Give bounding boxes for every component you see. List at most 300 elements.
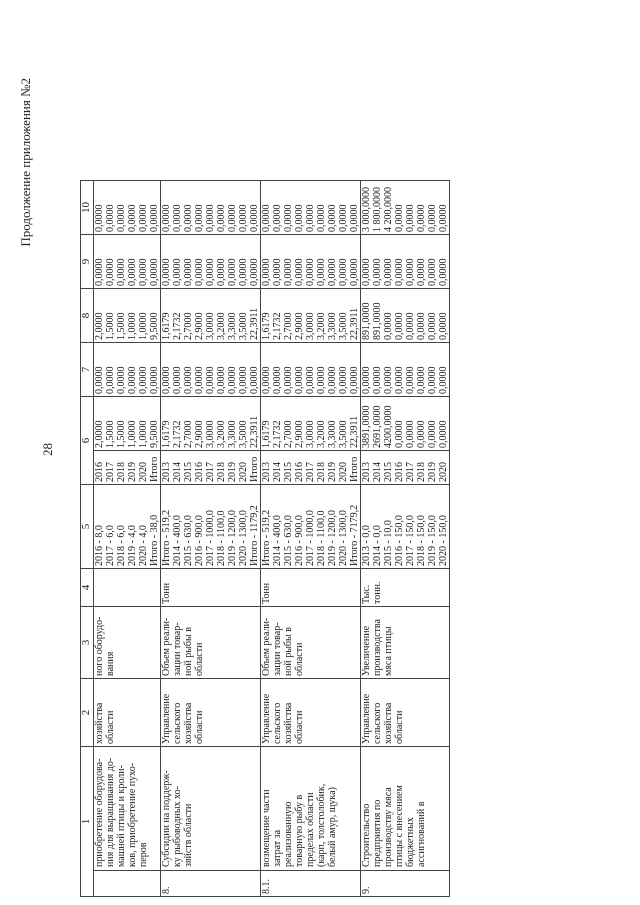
col7-value-line: 0,0000 [172, 366, 183, 394]
col7-value-line: 0,0000 [383, 366, 394, 394]
year-line: 2016 [94, 462, 105, 482]
header-row [81, 181, 94, 897]
funding-line: 2016 - 900,0 [294, 515, 305, 566]
executor-line: Управление [161, 693, 172, 744]
col6-value-cell [94, 397, 161, 451]
executor-cell [361, 679, 450, 747]
col9-value-cell [161, 235, 261, 289]
col6-value-line: 3,3000 [327, 420, 338, 448]
funding-line: 2015 - 630,0 [283, 515, 294, 566]
col6-value-line: 2,0000 [94, 420, 105, 448]
col10-value-line: 0,0000 [183, 204, 194, 232]
col10-value-line: 0,0000 [94, 204, 105, 232]
col7-value-line: 0,0000 [249, 366, 260, 394]
col7-value-line: 0,0000 [161, 366, 172, 394]
measure-name-line: ассигнований в [416, 801, 427, 867]
col8-value-line: 0,0000 [405, 312, 416, 340]
executor-line: Управление [261, 693, 272, 744]
col10-value-line: 0,0000 [427, 204, 438, 232]
indicator-line: зации товар- [172, 622, 183, 676]
col10-value-line: 3 000,0000 [361, 187, 372, 232]
col6-value-line: 3,0000 [205, 420, 216, 448]
col7-value-line: 0,0000 [183, 366, 194, 394]
funding-line: Итого - 1179,2 [249, 505, 260, 566]
indicator-line: Объем реали- [161, 617, 172, 676]
funding-line: 2017 - 6,0 [105, 525, 116, 566]
col9-value-line: 0,0000 [394, 258, 405, 286]
measure-name-line: реализованную [283, 801, 294, 867]
col8-value-line: 3,3000 [227, 312, 238, 340]
indicator-cell [161, 607, 261, 679]
col8-value-line: 9,5000 [149, 312, 160, 340]
col9-value-line: 0,0000 [261, 258, 272, 286]
col10-value-line: 0,0000 [316, 204, 327, 232]
funding-line: Итого - 7179,2 [349, 504, 360, 566]
col9-value-cell [94, 235, 161, 289]
row-number: 8. [161, 886, 172, 894]
year-line: 2013 [361, 462, 372, 482]
col9-value-line: 0,0000 [272, 258, 283, 286]
col6-value-line: 1,0000 [127, 420, 138, 448]
col10-value-line: 0,0000 [138, 204, 149, 232]
col10-value-line: 0,0000 [238, 204, 249, 232]
executor-line: области [105, 710, 116, 744]
header-col-10: 10 [81, 181, 94, 235]
col7-value-line: 0,0000 [438, 366, 449, 394]
col7-value-line: 0,0000 [394, 366, 405, 394]
unit-cell [361, 569, 450, 607]
col9-value-cell [261, 235, 361, 289]
measure-name-line: товарную рыбу в [294, 794, 305, 867]
measure-name-line: затрат за [272, 829, 283, 867]
row-number-cell [261, 871, 361, 897]
funding-line: 2013 - 0,0 [361, 525, 372, 566]
funding-cell [261, 485, 361, 569]
col6-value-line: 3891,0000 [361, 405, 372, 448]
header-col-2: 2 [81, 679, 94, 747]
col9-value-line: 0,0000 [305, 258, 316, 286]
year-line: 2019 [227, 462, 238, 482]
unit-cell [161, 569, 261, 607]
unit-line: тонн. [372, 581, 383, 604]
col9-value-line: 0,0000 [338, 258, 349, 286]
year-line: 2014 [372, 462, 383, 482]
col6-value-line: 9,5000 [149, 420, 160, 448]
col8-value-line: 1,0000 [138, 312, 149, 340]
col9-value-line: 0,0000 [161, 258, 172, 286]
col8-value-line: 891,0000 [361, 302, 372, 340]
header-col-5: 5 [81, 485, 94, 569]
funding-line: 2018 - 150,0 [416, 515, 427, 566]
funding-line: 2018 - 1100,0 [316, 510, 327, 566]
col7-value-line: 0,0000 [205, 366, 216, 394]
col8-value-line: 1,0000 [127, 312, 138, 340]
col9-value-line: 0,0000 [194, 258, 205, 286]
col6-value-line: 2,1732 [272, 420, 283, 448]
year-line: 2017 [405, 462, 416, 482]
year-line: 2020 [238, 462, 249, 482]
measure-name-line: пределах области [305, 792, 316, 867]
row-number-cell [161, 871, 261, 897]
col7-value-line: 0,0000 [316, 366, 327, 394]
measure-name-line: перов [138, 842, 149, 867]
executor-cell [161, 679, 261, 747]
col6-value-line: 22,3911 [249, 415, 260, 448]
col7-value-cell [94, 343, 161, 397]
page-number: 28 [40, 443, 55, 456]
col8-value-line: 2,1732 [272, 312, 283, 340]
measure-name-line: Строительство [361, 803, 372, 867]
col8-value-line: 3,0000 [305, 312, 316, 340]
col8-value-line: 891,0000 [372, 302, 383, 340]
col6-value-line: 1,6179 [261, 420, 272, 448]
col6-value-line: 3,5000 [238, 420, 249, 448]
col7-value-line: 0,0000 [327, 366, 338, 394]
funding-line: 2017 - 1000,0 [305, 510, 316, 566]
table-body [94, 181, 450, 897]
col7-value-line: 0,0000 [405, 366, 416, 394]
col8-value-cell [161, 289, 261, 343]
col10-value-cell [261, 181, 361, 235]
col6-value-cell [161, 397, 261, 451]
col6-value-line: 2,1732 [172, 420, 183, 448]
table-row [161, 181, 261, 897]
measure-name-cell [361, 747, 450, 871]
year-line: 2013 [161, 462, 172, 482]
unit-line: Тонн [261, 582, 272, 604]
col6-value-line: 2,9000 [294, 420, 305, 448]
unit-line: Тыс. [361, 584, 372, 604]
year-line: Итого [149, 456, 160, 482]
col9-value-line: 0,0000 [327, 258, 338, 286]
indicator-cell [261, 607, 361, 679]
col10-value-line: 0,0000 [227, 204, 238, 232]
col6-value-line: 2,7000 [183, 420, 194, 448]
funding-line: 2016 - 150,0 [394, 515, 405, 566]
col7-value-line: 0,0000 [361, 366, 372, 394]
col10-value-line: 1 800,0000 [372, 187, 383, 232]
col10-value-line: 0,0000 [438, 204, 449, 232]
col10-value-line: 0,0000 [349, 204, 360, 232]
funding-line: 2015 - 630,0 [183, 515, 194, 566]
year-line: 2020 [338, 462, 349, 482]
col9-value-line: 0,0000 [172, 258, 183, 286]
col6-value-line: 1,5000 [116, 420, 127, 448]
measure-name-line: птицы с внесением [394, 785, 405, 867]
executor-line: сельского [272, 702, 283, 744]
col6-value-line: 4200,0000 [383, 405, 394, 448]
col8-value-line: 2,0000 [94, 312, 105, 340]
year-line: 2015 [383, 462, 394, 482]
col10-value-line: 0,0000 [216, 204, 227, 232]
indicator-line: Объем реали- [261, 617, 272, 676]
col10-value-line: 0,0000 [327, 204, 338, 232]
col8-value-line: 3,5000 [338, 312, 349, 340]
year-line: 2014 [172, 462, 183, 482]
executor-line: области [294, 710, 305, 744]
year-cell [361, 451, 450, 485]
funding-line: 2017 - 150,0 [405, 515, 416, 566]
row-number-cell [94, 871, 161, 897]
funding-line: Итого - 519,2 [261, 509, 272, 566]
header-col-8: 8 [81, 289, 94, 343]
col10-value-line: 0,0000 [172, 204, 183, 232]
col7-value-line: 0,0000 [294, 366, 305, 394]
col7-value-line: 0,0000 [349, 366, 360, 394]
col6-value-line: 22,3911 [349, 415, 360, 448]
col7-value-line: 0,0000 [138, 366, 149, 394]
col9-value-line: 0,0000 [216, 258, 227, 286]
col7-value-line: 0,0000 [149, 366, 160, 394]
year-line: 2020 [438, 462, 449, 482]
header-col-6: 6 [81, 397, 94, 485]
year-line: 2014 [272, 462, 283, 482]
measure-name-line: машней птицы и кроли- [116, 765, 127, 867]
year-cell [261, 451, 361, 485]
year-line: 2015 [183, 462, 194, 482]
col8-value-cell [261, 289, 361, 343]
funding-line: 2014 - 400,0 [172, 515, 183, 566]
executor-line: Управление [361, 693, 372, 744]
col8-value-line: 1,5000 [116, 312, 127, 340]
col8-value-line: 1,6179 [161, 312, 172, 340]
col10-value-line: 0,0000 [205, 204, 216, 232]
measure-name-line: зяйств области [183, 803, 194, 867]
measure-name-line: ков, приобретение пухо- [127, 762, 138, 867]
measure-name-line: приобретение оборудова- [94, 758, 105, 867]
col9-value-line: 0,0000 [149, 258, 160, 286]
executor-cell [261, 679, 361, 747]
col10-value-cell [161, 181, 261, 235]
col8-value-line: 22,3911 [349, 307, 360, 340]
col8-value-line: 2,9000 [294, 312, 305, 340]
col6-value-line: 0,0000 [394, 420, 405, 448]
col9-value-line: 0,0000 [238, 258, 249, 286]
col6-value-cell [261, 397, 361, 451]
col7-value-line: 0,0000 [238, 366, 249, 394]
col10-value-line: 0,0000 [405, 204, 416, 232]
col9-value-line: 0,0000 [427, 258, 438, 286]
col6-value-line: 0,0000 [416, 420, 427, 448]
col9-value-line: 0,0000 [283, 258, 294, 286]
col8-value-cell [361, 289, 450, 343]
indicator-line: ного оборудо- [94, 616, 105, 676]
indicator-cell [94, 607, 161, 679]
col6-value-line: 0,0000 [427, 420, 438, 448]
year-line: 2019 [327, 462, 338, 482]
col8-value-line: 3,5000 [238, 312, 249, 340]
year-line: 2017 [205, 462, 216, 482]
executor-line: сельского [372, 702, 383, 744]
header-col-9: 9 [81, 235, 94, 289]
col10-value-line: 0,0000 [127, 204, 138, 232]
executor-line: хозяйства [94, 702, 105, 744]
col9-value-cell [361, 235, 450, 289]
measure-name-cell [261, 747, 361, 871]
measure-name-line: ния для выращивания до- [105, 757, 116, 867]
indicator-line: ной рыбы в [183, 627, 194, 676]
col8-value-line: 3,3000 [327, 312, 338, 340]
year-line: 2018 [216, 462, 227, 482]
col10-value-line: 0,0000 [305, 204, 316, 232]
indicator-line: вания [105, 651, 116, 676]
indicator-line: ной рыбы в [283, 627, 294, 676]
col9-value-line: 0,0000 [94, 258, 105, 286]
year-line: Итого [249, 456, 260, 482]
col10-value-line: 0,0000 [416, 204, 427, 232]
col7-value-line: 0,0000 [105, 366, 116, 394]
measure-name-line: Субсидии на поддерж- [161, 770, 172, 867]
col6-value-line: 0,0000 [405, 420, 416, 448]
col7-value-line: 0,0000 [127, 366, 138, 394]
col10-value-cell [361, 181, 450, 235]
executor-line: хозяйства [283, 702, 294, 744]
measure-name-line: бюджетных [405, 817, 416, 867]
col10-value-line: 0,0000 [338, 204, 349, 232]
col7-value-line: 0,0000 [283, 366, 294, 394]
year-line: 2015 [283, 462, 294, 482]
col6-value-line: 3,3000 [227, 420, 238, 448]
year-cell [161, 451, 261, 485]
col8-value-line: 1,5000 [105, 312, 116, 340]
funding-cell [161, 485, 261, 569]
col8-value-line: 2,1732 [172, 312, 183, 340]
col9-value-line: 0,0000 [372, 258, 383, 286]
col10-value-line: 0,0000 [283, 204, 294, 232]
measure-name-line: (карп, толстолобик, [316, 783, 327, 867]
executor-cell [94, 679, 161, 747]
funding-line: 2019 - 1200,0 [227, 510, 238, 566]
col6-value-line: 2,9000 [194, 420, 205, 448]
col7-value-line: 0,0000 [227, 366, 238, 394]
executor-line: сельского [172, 702, 183, 744]
measure-name-line: возмещение части [261, 789, 272, 867]
header-col-3: 3 [81, 607, 94, 679]
year-line: 2018 [116, 462, 127, 482]
col9-value-line: 0,0000 [138, 258, 149, 286]
col10-value-line: 0,0000 [149, 204, 160, 232]
col9-value-line: 0,0000 [116, 258, 127, 286]
measure-name-line: ку рыбоводных хо- [172, 786, 183, 867]
col7-value-line: 0,0000 [338, 366, 349, 394]
funding-line: 2019 - 4,0 [127, 525, 138, 566]
year-line: 2020 [138, 462, 149, 482]
col7-value-line: 0,0000 [194, 366, 205, 394]
col7-value-cell [161, 343, 261, 397]
col9-value-line: 0,0000 [205, 258, 216, 286]
header-col-4: 4 [81, 569, 94, 607]
col8-value-cell [94, 289, 161, 343]
col8-value-line: 1,6179 [261, 312, 272, 340]
year-line: 2018 [416, 462, 427, 482]
executor-line: хозяйства [383, 702, 394, 744]
funding-line: Итого - 519,2 [161, 509, 172, 566]
col9-value-line: 0,0000 [183, 258, 194, 286]
funding-line: 2016 - 900,0 [194, 515, 205, 566]
table-row [261, 181, 361, 897]
col7-value-line: 0,0000 [261, 366, 272, 394]
indicator-cell [361, 607, 450, 679]
executor-line: области [194, 710, 205, 744]
col7-value-line: 0,0000 [416, 366, 427, 394]
indicator-line: области [294, 642, 305, 676]
indicator-line: Увеличение [361, 625, 372, 676]
measure-name-line: белый амур, щука) [327, 787, 338, 867]
funding-line: 2019 - 1200,0 [327, 510, 338, 566]
col9-value-line: 0,0000 [316, 258, 327, 286]
col9-value-line: 0,0000 [105, 258, 116, 286]
col7-value-line: 0,0000 [216, 366, 227, 394]
header-col-7: 7 [81, 343, 94, 397]
funding-line: 2016 - 8,0 [94, 525, 105, 566]
col7-value-line: 0,0000 [272, 366, 283, 394]
funding-line: 2017 - 1000,0 [205, 510, 216, 566]
table-row [361, 181, 450, 897]
col10-value-line: 0,0000 [261, 204, 272, 232]
year-line: 2016 [394, 462, 405, 482]
funding-line: Итого - 38,0 [149, 514, 160, 566]
continuation-title: Продолжение приложения №2 [18, 78, 33, 247]
indicator-line: зации товар- [272, 622, 283, 676]
col9-value-line: 0,0000 [349, 258, 360, 286]
col8-value-line: 3,0000 [205, 312, 216, 340]
row-number: 9. [361, 886, 372, 894]
col10-value-line: 0,0000 [272, 204, 283, 232]
funding-line: 2018 - 6,0 [116, 525, 127, 566]
col8-value-line: 0,0000 [416, 312, 427, 340]
funding-line: 2015 - 10,0 [383, 520, 394, 566]
col9-value-line: 0,0000 [383, 258, 394, 286]
year-line: 2016 [194, 462, 205, 482]
program-table [80, 180, 450, 897]
col8-value-line: 0,0000 [438, 312, 449, 340]
col6-value-line: 3,2000 [216, 420, 227, 448]
col9-value-line: 0,0000 [438, 258, 449, 286]
col9-value-line: 0,0000 [127, 258, 138, 286]
year-line: 2017 [305, 462, 316, 482]
col8-value-line: 22,3911 [249, 307, 260, 340]
col7-value-line: 0,0000 [427, 366, 438, 394]
col9-value-line: 0,0000 [416, 258, 427, 286]
col6-value-line: 3,5000 [338, 420, 349, 448]
col10-value-line: 0,0000 [116, 204, 127, 232]
funding-line: 2020 - 1300,0 [238, 510, 249, 566]
year-line: 2019 [427, 462, 438, 482]
col8-value-line: 2,7000 [183, 312, 194, 340]
col8-value-line: 0,0000 [394, 312, 405, 340]
col7-value-cell [361, 343, 450, 397]
table-row [94, 181, 161, 897]
col6-value-line: 2691,0000 [372, 405, 383, 448]
col6-value-cell [361, 397, 450, 451]
unit-cell [261, 569, 361, 607]
col6-value-line: 1,5000 [105, 420, 116, 448]
executor-line: области [394, 710, 405, 744]
col10-value-line: 0,0000 [161, 204, 172, 232]
funding-cell [94, 485, 161, 569]
col10-value-line: 0,0000 [105, 204, 116, 232]
funding-line: 2020 - 4,0 [138, 525, 149, 566]
col10-value-cell [94, 181, 161, 235]
year-line: 2018 [316, 462, 327, 482]
funding-line: 2020 - 1300,0 [338, 510, 349, 566]
header-col-1: 1 [81, 747, 94, 897]
indicator-line: мяса птицы [383, 626, 394, 676]
row-number: 8.1. [261, 879, 272, 894]
col8-value-line: 2,9000 [194, 312, 205, 340]
funding-line: 2019 - 150,0 [427, 515, 438, 566]
col10-value-line: 0,0000 [294, 204, 305, 232]
